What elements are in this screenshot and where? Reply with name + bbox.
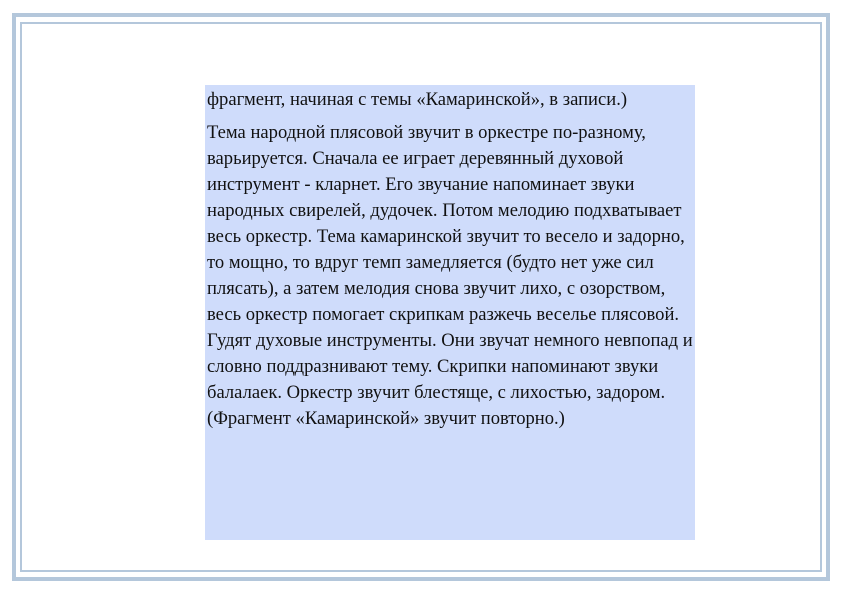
paragraph-main: Тема народной плясовой звучит в оркестре по-разному, варьируется. Сначала ее играет деревянный духовой инструмент - кларнет. Его звучание напоминает звуки народных свирелей, дудочек. Потом мелодию подхватывает весь оркестр. Тема камаринской звучит то весело и задорно, то мощно, то вдруг темп замедляется (будто нет уже сил плясать), а затем мелодия снова звучит лихо, с озорством, весь оркестр помогает скрипкам разжечь веселье плясовой. Гудят духовые инструменты. Они звучат немного невпопад и словно поддразнивают тему. Скрипки напоминают звуки балалаек. Оркестр звучит блестяще, с лихостью, задором. (Фрагмент «Камаринской» звучит повторно.) [207,122,693,429]
paragraph-intro: фрагмент, начиная с темы «Камаринской», в записи.) [207,89,628,110]
text-box [205,85,695,540]
